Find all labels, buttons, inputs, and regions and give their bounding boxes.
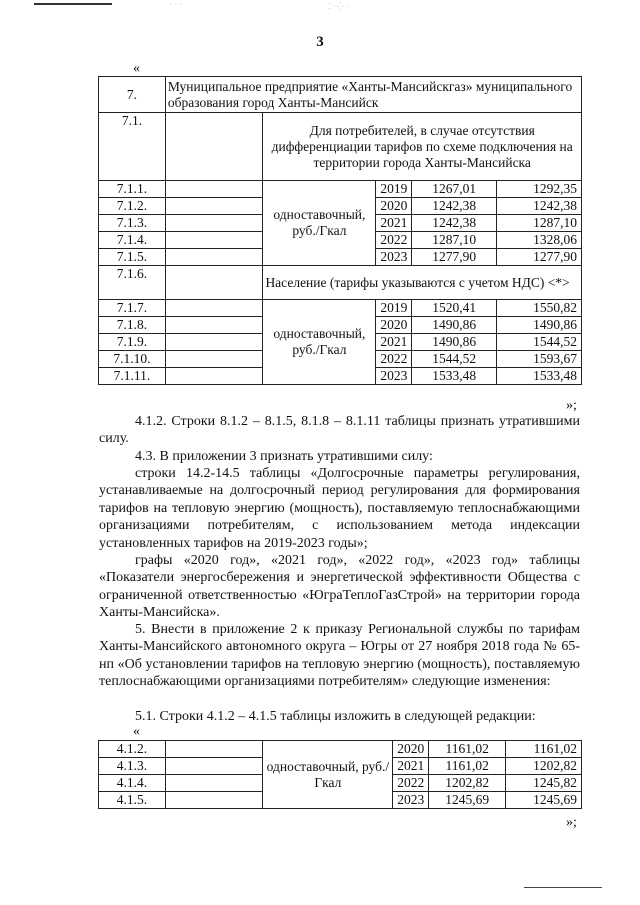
row-number: 7.1.6. bbox=[99, 266, 166, 300]
tariff-value-h1: 1161,02 bbox=[429, 741, 506, 758]
year-cell: 2023 bbox=[393, 792, 429, 809]
year-cell: 2020 bbox=[376, 198, 412, 215]
consumer-category: Для потребителей, в случае отсутствия дифференциации тарифов по схеме подключения на территории города Ханты-Мансийска bbox=[263, 113, 582, 181]
empty-cell bbox=[165, 758, 263, 775]
empty-cell bbox=[165, 334, 263, 351]
tariff-value-h1: 1490,86 bbox=[412, 334, 497, 351]
tariff-value-h2: 1242,38 bbox=[497, 198, 582, 215]
year-cell: 2021 bbox=[376, 215, 412, 232]
tariff-value-h2: 1202,82 bbox=[506, 758, 582, 775]
empty-cell bbox=[165, 351, 263, 368]
tariff-value-h1: 1245,69 bbox=[429, 792, 506, 809]
tariff-value-h2: 1328,06 bbox=[497, 232, 582, 249]
table1-open-quote: « bbox=[133, 61, 140, 76]
tariff-value-h1: 1520,41 bbox=[412, 300, 497, 317]
empty-cell bbox=[165, 792, 263, 809]
tariff-table-1 bbox=[98, 76, 582, 385]
empty-cell bbox=[165, 775, 263, 792]
scan-artifact: ⁚ · ⁛ · bbox=[328, 2, 349, 11]
tariff-value-h2: 1550,82 bbox=[497, 300, 582, 317]
row-number: 7. bbox=[99, 77, 166, 113]
scan-bottom-line bbox=[524, 887, 602, 888]
row-number: 7.1.11. bbox=[99, 368, 166, 385]
year-cell: 2022 bbox=[393, 775, 429, 792]
tariff-value-h1: 1161,02 bbox=[429, 758, 506, 775]
row-number: 4.1.3. bbox=[99, 758, 166, 775]
year-cell: 2021 bbox=[376, 334, 412, 351]
tariff-value-h2: 1245,82 bbox=[506, 775, 582, 792]
tariff-value-h2: 1277,90 bbox=[497, 249, 582, 266]
table-row bbox=[99, 300, 582, 317]
empty-cell bbox=[165, 232, 263, 249]
tariff-value-h2: 1544,52 bbox=[497, 334, 582, 351]
empty-cell bbox=[165, 249, 263, 266]
row-number: 7.1.7. bbox=[99, 300, 166, 317]
tariff-value-h2: 1533,48 bbox=[497, 368, 582, 385]
tariff-value-h1: 1287,10 bbox=[412, 232, 497, 249]
year-cell: 2019 bbox=[376, 300, 412, 317]
paragraph-4-3: 4.3. В приложении 3 признать утратившими силу: bbox=[135, 449, 433, 464]
tariff-value-h1: 1267,01 bbox=[412, 181, 497, 198]
tariff-value-h1: 1202,82 bbox=[429, 775, 506, 792]
year-cell: 2019 bbox=[376, 181, 412, 198]
tariff-type: одноставочный, руб./Гкал bbox=[263, 300, 376, 385]
table-row bbox=[99, 266, 582, 300]
tariff-value-h1: 1533,48 bbox=[412, 368, 497, 385]
table1-close-quote: »; bbox=[566, 398, 577, 413]
table-row bbox=[99, 77, 582, 113]
consumer-category: Население (тарифы указываются с учетом НДС) <*> bbox=[263, 266, 582, 300]
paragraph-4-1-2: 4.1.2. Строки 8.1.2 – 8.1.5, 8.1.8 – 8.1.11 таблицы признать утратившими силу. bbox=[99, 414, 580, 447]
year-cell: 2020 bbox=[376, 317, 412, 334]
year-cell: 2023 bbox=[376, 249, 412, 266]
table2-open-quote: « bbox=[133, 724, 140, 739]
row-number: 7.1.3. bbox=[99, 215, 166, 232]
tariff-value-h1: 1277,90 bbox=[412, 249, 497, 266]
row-number: 7.1.5. bbox=[99, 249, 166, 266]
scan-artifact: · ‧ · bbox=[170, 0, 182, 9]
tariff-value-h2: 1593,67 bbox=[497, 351, 582, 368]
empty-cell bbox=[165, 266, 263, 300]
tariff-value-h2: 1292,35 bbox=[497, 181, 582, 198]
tariff-value-h1: 1242,38 bbox=[412, 215, 497, 232]
empty-cell bbox=[165, 741, 263, 758]
tariff-value-h1: 1242,38 bbox=[412, 198, 497, 215]
row-number: 4.1.4. bbox=[99, 775, 166, 792]
table-row bbox=[99, 181, 582, 198]
organization-name: Муниципальное предприятие «Ханты-Мансийскгаз» муниципального образования город Ханты-Мансийск bbox=[165, 77, 581, 113]
row-number: 7.1.2. bbox=[99, 198, 166, 215]
table-row bbox=[99, 741, 582, 758]
empty-cell bbox=[165, 300, 263, 317]
paragraph-rows-annulled: строки 14.2-14.5 таблицы «Долгосрочные параметры регулирования, устанавливаемые на долгосрочный период регулирования для формирования тарифов на тепловую энергию (мощность), поставляемую теплоснабжающими организациями потребителям, с использованием метода индексации установленных тарифов на 2019-2023 годы»; bbox=[99, 466, 580, 551]
row-number: 7.1.4. bbox=[99, 232, 166, 249]
paragraph-columns-annulled: графы «2020 год», «2021 год», «2022 год», «2023 год» таблицы «Показатели энергосбережения и энергетической эффективности Общества с ограниченной ответственностью «ЮграТеплоГазСтрой» на территории города Ханты-Мансийска». bbox=[99, 553, 580, 621]
empty-cell bbox=[165, 198, 263, 215]
tariff-value-h2: 1161,02 bbox=[506, 741, 582, 758]
empty-cell bbox=[165, 181, 263, 198]
tariff-type: одноставочный, руб./Гкал bbox=[263, 181, 376, 266]
row-number: 7.1.9. bbox=[99, 334, 166, 351]
paragraph-5: 5. Внести в приложение 2 к приказу Региональной службы по тарифам Ханты-Мансийского автономного округа – Югры от 27 ноября 2018 года № 65-нп «Об установлении тарифов на тепловую энергию (мощность), поставляемую теплоснабжающими организациями потребителям» следующие изменения: bbox=[99, 622, 580, 690]
page-number: 3 bbox=[316, 34, 324, 50]
scan-top-line bbox=[34, 3, 112, 5]
empty-cell bbox=[165, 215, 263, 232]
row-number: 7.1.10. bbox=[99, 351, 166, 368]
row-number: 4.1.5. bbox=[99, 792, 166, 809]
tariff-value-h2: 1490,86 bbox=[497, 317, 582, 334]
tariff-table-2 bbox=[98, 740, 582, 809]
row-number: 7.1.8. bbox=[99, 317, 166, 334]
year-cell: 2023 bbox=[376, 368, 412, 385]
row-number: 7.1.1. bbox=[99, 181, 166, 198]
row-number: 4.1.2. bbox=[99, 741, 166, 758]
empty-cell bbox=[165, 317, 263, 334]
empty-cell bbox=[165, 368, 263, 385]
paragraph-5-1: 5.1. Строки 4.1.2 – 4.1.5 таблицы изложить в следующей редакции: bbox=[135, 709, 536, 724]
year-cell: 2022 bbox=[376, 351, 412, 368]
tariff-type: одноставочный, руб./Гкал bbox=[263, 741, 393, 809]
year-cell: 2021 bbox=[393, 758, 429, 775]
tariff-value-h2: 1245,69 bbox=[506, 792, 582, 809]
empty-cell bbox=[165, 113, 263, 181]
tariff-value-h2: 1287,10 bbox=[497, 215, 582, 232]
year-cell: 2022 bbox=[376, 232, 412, 249]
tariff-value-h1: 1490,86 bbox=[412, 317, 497, 334]
year-cell: 2020 bbox=[393, 741, 429, 758]
table2-close-quote: »; bbox=[566, 815, 577, 830]
row-number: 7.1. bbox=[99, 113, 166, 181]
tariff-value-h1: 1544,52 bbox=[412, 351, 497, 368]
table-row bbox=[99, 113, 582, 181]
